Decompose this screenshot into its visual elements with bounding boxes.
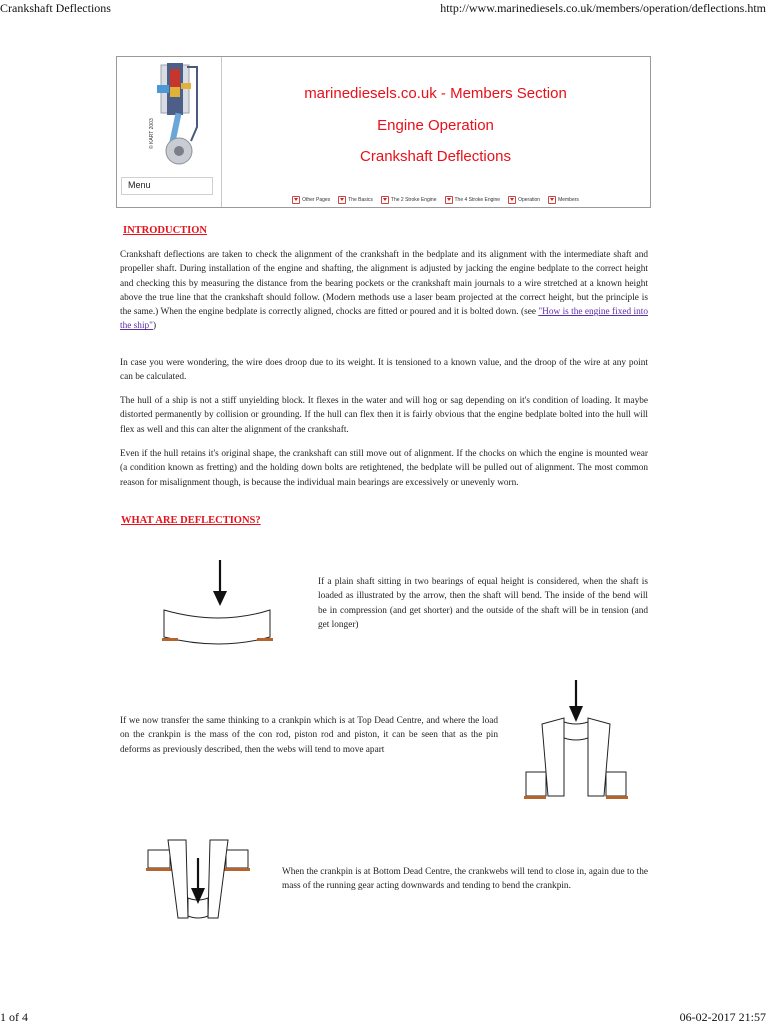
- nav-label: Members: [558, 197, 579, 203]
- print-footer-page: 1 of 4: [0, 1010, 28, 1024]
- nav-label: The Basics: [348, 197, 373, 203]
- crank-web-left: [168, 840, 188, 918]
- crank-web-right: [208, 840, 228, 918]
- bent-shaft: [164, 610, 270, 644]
- intro-p1-text: Crankshaft deflections are taken to check the alignment of the crankshaft in the bedplate and its alignment with the intermediate shaft and propeller shaft. During installation of the engine and shafting, the alignment is adjusted by jacking the engine bedplate to the correct height and checking this by measuring the distance from the bearing pockets or the crankshaft main journals to a wire stretched at a known height above the true line that the crankshaft should follow. (Modern methods use a laser beam projected at the correct height, but the principle is the same.) When the engine bedplate is correctly aligned, chocks are fitted or poured and it is bolted down. (see: [120, 250, 648, 318]
- crankpin-tdc-diagram: [518, 678, 630, 806]
- print-footer-datetime: 06-02-2017 21:57: [679, 1010, 766, 1024]
- loaded-shaft-diagram: [158, 558, 276, 650]
- engine-logo-icon: [117, 57, 221, 175]
- intro-p1-end: ): [152, 321, 157, 332]
- nav-item-members[interactable]: [548, 193, 579, 207]
- intro-paragraph-1: [120, 248, 648, 334]
- nav-item-operation[interactable]: [508, 193, 540, 207]
- crankpin: [564, 722, 588, 740]
- bearing-right: [257, 638, 273, 641]
- deflections-heading: WHAT ARE DEFLECTIONS?: [121, 515, 261, 526]
- tdc-description: If we now transfer the same thinking to a crankpin which is at Top Dead Centre, and where the load on the crankpin is the mass of the con rod, piston rod and piston, it can be seen that as the pin deforms as previously described, then the webs will tend to move apart: [120, 716, 498, 755]
- nav-item-2-stroke[interactable]: [381, 193, 437, 207]
- shaft-description: If a plain shaft sitting in two bearings of equal height is considered, when the shaft is loaded as illustrated by the arrow, then the shaft will bend. The inside of the bend will be in compression (and get shorter) and the outside of the shaft will be in tension (and get longer): [318, 577, 648, 630]
- nav-label: Other Pages: [302, 197, 331, 203]
- nav-label: The 4 Stroke Engine: [454, 197, 501, 203]
- nav-label: Operation: [518, 197, 541, 203]
- dropdown-arrow-icon: [508, 196, 516, 204]
- intro-paragraph-3: The hull of a ship is not a stiff unyielding block. It flexes in the water and will hog or sag depending on it's condition of loading. It maybe distorted permanently by collision or grounding. If the hull can flex then it is fairly obvious that the engine bedplate bolted into the hull will flex as well and this can alter the alignment of the crankshaft.: [120, 396, 648, 435]
- crankpin-bdc-diagram: [146, 838, 252, 920]
- nav-bar: [221, 193, 650, 207]
- journal-right: [606, 772, 626, 796]
- dropdown-arrow-icon: [548, 196, 556, 204]
- logo-cell: [117, 57, 222, 207]
- bearing-left: [162, 638, 178, 641]
- dropdown-arrow-icon: [338, 196, 346, 204]
- logo-caption: © KART 2003: [149, 118, 155, 149]
- print-header-title: Crankshaft Deflections: [0, 1, 111, 15]
- section-title: Engine Operation: [377, 117, 494, 134]
- nav-label: The 2 Stroke Engine: [390, 197, 437, 203]
- journal-left: [526, 772, 546, 796]
- introduction-heading: INTRODUCTION: [123, 225, 208, 236]
- dropdown-arrow-icon: [445, 196, 453, 204]
- nav-item-the-basics[interactable]: [338, 193, 373, 207]
- print-header-url: http://www.marinediesels.co.uk/members/operation/deflections.htm: [440, 1, 766, 15]
- site-banner: [116, 56, 651, 208]
- nav-item-4-stroke[interactable]: [445, 193, 501, 207]
- bdc-description: When the crankpin is at Bottom Dead Centre, the crankwebs will tend to close in, again due to the mass of the running gear acting downwards and tending to bend the crankpin.: [282, 867, 648, 892]
- dropdown-arrow-icon: [292, 196, 300, 204]
- nav-item-other-pages[interactable]: [292, 193, 330, 207]
- menu-label: Menu: [128, 180, 151, 190]
- dropdown-arrow-icon: [381, 196, 389, 204]
- intro-paragraph-4: Even if the hull retains it's original shape, the crankshaft can still move out of alignment. If the chocks on which the engine is mounted wear (a condition known as fretting) and the holding down bolts are retightened, the bedplate will be pulled out of alignment. The most common reason for misalignment though, is because the individual main bearings are excessively or unevenly worn.: [120, 449, 648, 488]
- journal-right: [226, 850, 248, 868]
- site-title: marinediesels.co.uk - Members Section: [304, 85, 567, 102]
- intro-paragraph-2: In case you were wondering, the wire does droop due to its weight. It is tensioned to a known value, and the droop of the wire at any point can be calculated.: [120, 358, 648, 383]
- page-title: Crankshaft Deflections: [360, 148, 511, 165]
- menu-button[interactable]: [121, 177, 213, 195]
- journal-left: [148, 850, 170, 868]
- engine-fixing-link[interactable]: "How is the engine fixed into the ship": [120, 307, 648, 332]
